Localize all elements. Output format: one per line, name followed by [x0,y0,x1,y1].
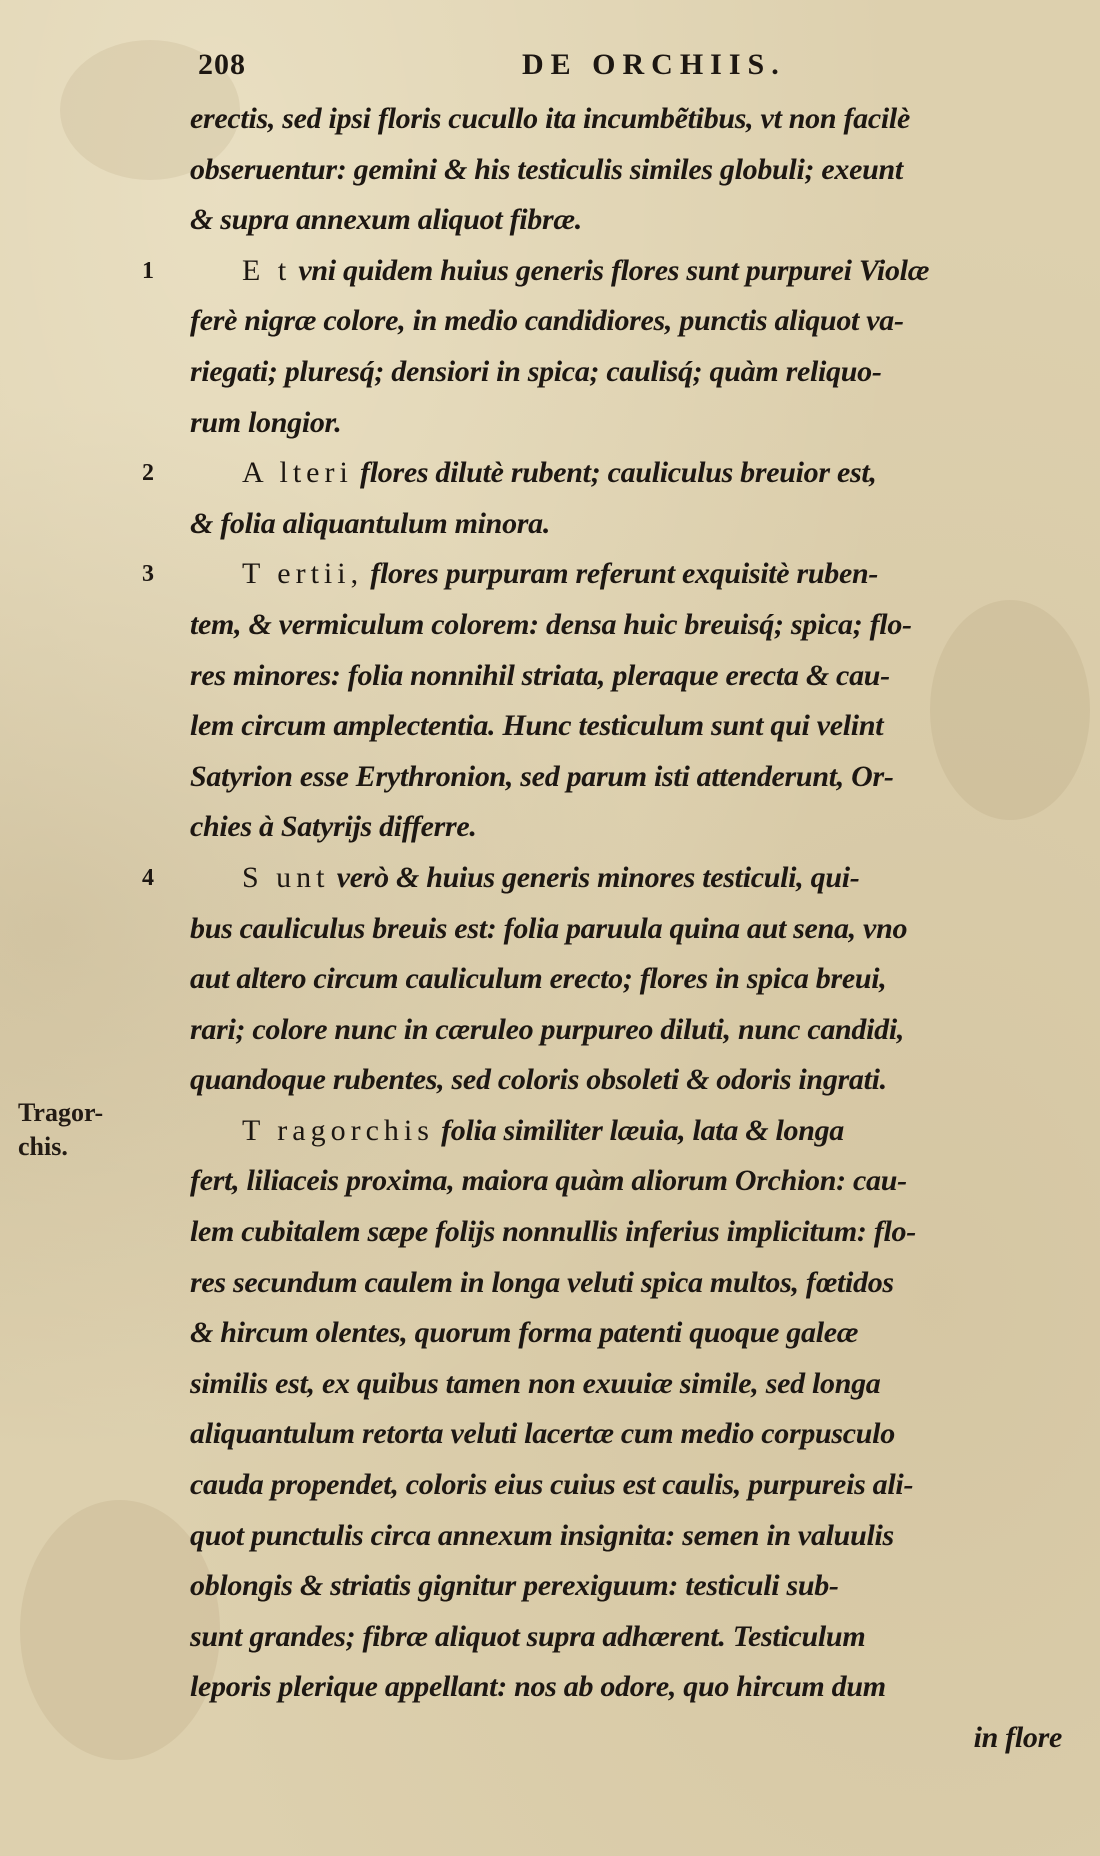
running-title: DE ORCHIIS. [522,48,786,81]
line-text: ferè nigræ colore, in medio candidiores, punctis aliquot va- [190,304,904,338]
line-text: chies à Satyrijs differre. [190,810,477,844]
text-line [190,94,1070,145]
small-caps-opening: S unt [242,860,330,894]
text-line [190,195,1070,246]
line-text: fert, liliaceis proxima, maiora quàm aliorum Orchion: cau- [190,1164,907,1198]
small-caps-opening: A lteri [242,456,353,490]
line-text: rum longior. [190,405,342,439]
text-line [190,1207,1070,1258]
line-text: & hircum olentes, quorum forma patenti quoque galeæ [190,1316,859,1350]
line-text: similis est, ex quibus tamen non exuuiæ simile, sed longa [190,1366,881,1400]
text-line [190,1612,1070,1663]
line-text: Satyrion esse Erythronion, sed parum isti attenderunt, Or- [190,759,894,793]
line-text: vni quidem huius generis flores sunt purpurei Violæ [291,253,930,287]
running-head [198,48,1078,88]
text-line [190,145,1070,196]
paragraph-number: 3 [142,561,154,588]
text-line [190,701,1070,752]
line-text: rari; colore nunc in cæruleo purpureo diluti, nunc candidi, [190,1012,905,1046]
text-line [190,1005,1070,1056]
line-text: flores purpuram referunt exquisitè ruben- [363,557,879,591]
text-line [190,398,1070,449]
text-line [142,853,1070,904]
text-line [190,1106,1070,1157]
small-caps-opening: E t [242,253,292,287]
text-line [190,347,1070,398]
line-text: flores dilutè rubent; cauliculus breuior est, [352,456,877,490]
text-line [190,1409,1070,1460]
text-line [190,1156,1070,1207]
body-text [142,94,1070,1764]
text-line [142,448,1070,499]
text-line [190,802,1070,853]
line-text: res secundum caulem in longa veluti spica multos, fœtidos [190,1265,894,1299]
line-text: quot punctulis circa annexum insignita: semen in valuulis [190,1518,894,1552]
line-text: verò & huius generis minores testiculi, qui- [329,860,860,894]
line-text: obseruentur: gemini & his testiculis similes globuli; exeunt [190,152,903,186]
line-text: lem circum amplectentia. Hunc testiculum sunt qui velint [190,709,884,743]
paragraph-number: 1 [142,257,154,284]
line-text: leporis plerique appellant: nos ab odore, quo hircum dum [190,1670,886,1704]
line-text: tem, & vermiculum colorem: densa huic breuisq́; spica; flo- [190,607,912,641]
text-line [142,549,1070,600]
text-line [190,499,1070,550]
text-line [190,296,1070,347]
page-number: 208 [198,48,246,81]
text-line [190,752,1070,803]
text-line [190,1258,1070,1309]
line-text: res minores: folia nonnihil striata, pleraque erecta & cau- [190,658,890,692]
marginal-note-line: chis. [18,1132,68,1161]
text-line [142,246,1070,297]
paragraph-number: 4 [142,864,154,891]
text-line [190,651,1070,702]
paragraph-number: 2 [142,460,154,487]
text-line [190,954,1070,1005]
text-line [190,1359,1070,1410]
text-line [190,904,1070,955]
line-text: & folia aliquantulum minora. [190,506,551,540]
text-line [190,1308,1070,1359]
line-text: sunt grandes; fibræ aliquot supra adhærent. Testiculum [190,1619,866,1653]
line-text: folia similiter læuia, lata & longa [433,1113,844,1147]
line-text: quandoque rubentes, sed coloris obsoleti & odoris ingrati. [190,1063,887,1097]
line-text: bus cauliculus breuis est: folia paruula quina aut sena, vno [190,911,908,945]
line-text: erectis, sed ipsi floris cucullo ita incumbẽtibus, vt non facilè [190,102,910,135]
line-text: aut altero circum cauliculum erecto; flores in spica breui, [190,962,887,996]
text-line [190,1511,1070,1562]
text-line [190,1561,1070,1612]
text-line [190,600,1070,651]
small-caps-opening: T ragorchis [242,1113,434,1147]
line-text: aliquantulum retorta veluti lacertæ cum medio corpusculo [190,1417,895,1451]
line-text: riegati; pluresq́; densiori in spica; caulisq́; quàm reliquo- [190,354,882,388]
text-line [190,1460,1070,1511]
marginal-note-line: Tragor- [18,1098,104,1127]
marginal-note [18,1096,148,1164]
line-text: lem cubitalem sæpe folijs nonnullis inferius implicitum: flo- [190,1215,916,1249]
line-text: oblongis & striatis gignitur perexiguum: testiculi sub- [190,1569,839,1603]
line-text: cauda propendet, coloris eius cuius est caulis, purpureis ali- [190,1468,914,1502]
catchword [190,1713,1070,1764]
text-line [190,1662,1070,1713]
line-text: in flore [973,1721,1062,1754]
text-line [190,1055,1070,1106]
small-caps-opening: T ertii, [242,557,364,591]
line-text: & supra annexum aliquot fibræ. [190,203,582,237]
